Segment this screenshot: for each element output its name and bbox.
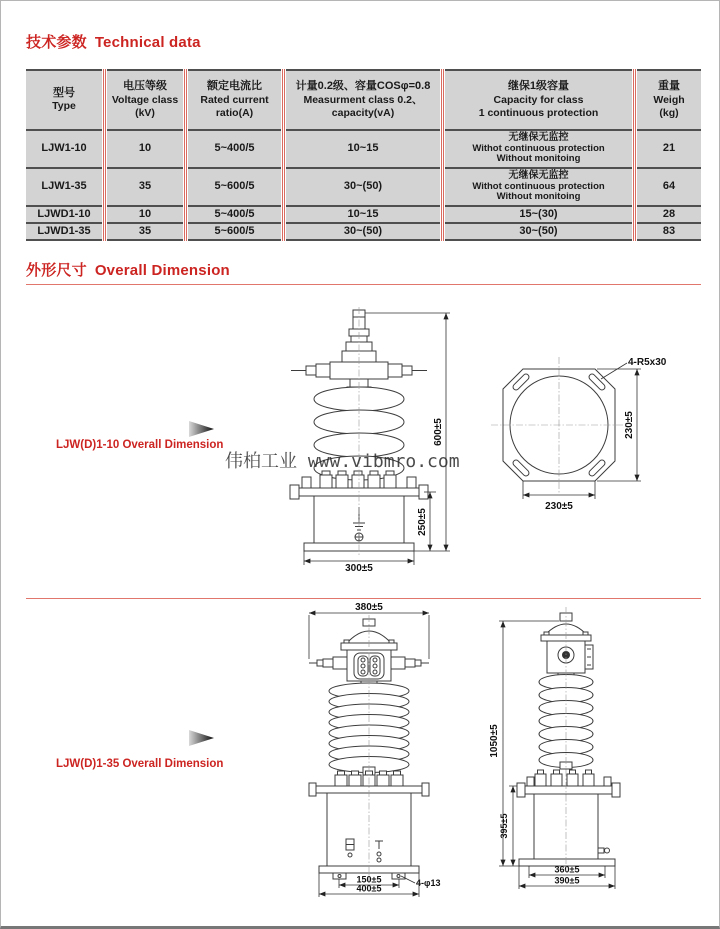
table-header-cell (445, 69, 632, 131)
table-header-cell (286, 69, 440, 131)
technical-data-title-zh: 技术参数 (26, 34, 87, 51)
header-zh: 计量0.2级、容量COSφ=0.8 (295, 80, 431, 92)
table-cell: 5~600/5 (188, 224, 281, 241)
header-zh: 电压等级 (123, 80, 167, 92)
technical-data-title (26, 31, 201, 52)
dim-label-slots: 4-R5x30 (628, 357, 667, 368)
header-unit: ratio(A) (215, 106, 254, 119)
table-cell: 28 (637, 207, 701, 224)
table-cell: 21 (637, 131, 701, 169)
technical-data-table (26, 69, 701, 241)
table-cell: LJW1-35 (26, 169, 102, 207)
dim-label-width-top: 380±5 (355, 602, 383, 613)
header-unit: capacity(vA) (331, 106, 395, 119)
table-cell: 83 (637, 224, 701, 241)
table-cell: 无继保无监控 Withot continuous protection Without monitoing (445, 131, 632, 169)
header-zh: 型号 (53, 86, 75, 99)
table-cell: 5~400/5 (188, 207, 281, 224)
dim-label-top-v: 230±5 (624, 411, 635, 439)
header-unit: 1 continuous protection (478, 106, 599, 119)
technical-data-title-en: Technical data (94, 34, 201, 51)
overall-dimension-title (26, 259, 230, 280)
header-unit: (kV) (135, 106, 155, 119)
pointer-arrow-icon (189, 730, 214, 746)
top-view-drawing-10 (489, 353, 694, 513)
drawing1-label: LJW(D)1-10 Overall Dimension (56, 439, 224, 451)
table-header-cell (188, 69, 281, 131)
section-divider (26, 598, 701, 599)
table-cell: 30~(50) (445, 224, 632, 241)
table-cell: 10 (107, 207, 183, 224)
dim-label-tank: 395±5 (499, 813, 509, 839)
front-view-drawing-10 (284, 307, 469, 574)
header-en: Voltage class (111, 93, 179, 106)
table-cell: 5~400/5 (188, 131, 281, 169)
dim-label-feet: 150±5 (356, 874, 382, 885)
side-view-drawing-35 (469, 601, 679, 901)
dim-label-holes: 4-φ13 (416, 878, 441, 888)
table-header-cell (637, 69, 701, 131)
table-cell: 5~600/5 (188, 169, 281, 207)
overall-dimension-title-zh: 外形尺寸 (26, 262, 87, 279)
table-cell: 10 (107, 131, 183, 169)
dim-label-top-h: 230±5 (545, 501, 573, 512)
header-en: Measurment class 0.2、 (303, 93, 423, 106)
header-en: Rated current (200, 93, 269, 106)
pointer-arrow-icon (189, 421, 214, 437)
table-cell: 15~(30) (445, 207, 632, 224)
table-cell: 无继保无监控 Withot continuous protection Without monitoing (445, 169, 632, 207)
terminal-blocks (527, 770, 611, 786)
table-cell: LJW1-10 (26, 131, 102, 169)
table-header-cell (107, 69, 183, 131)
header-unit: (kg) (659, 106, 679, 119)
table-cell: 10~15 (286, 207, 440, 224)
header-zh: 额定电流比 (207, 80, 262, 92)
drawing2-label: LJW(D)1-35 Overall Dimension (56, 758, 224, 770)
dim-label-base-inner: 360±5 (554, 864, 580, 875)
dim-label-base-front: 400±5 (356, 883, 382, 894)
dim-label-base-outer: 390±5 (554, 875, 580, 886)
watermark: 伟柏工业 www.vibmro.com (225, 451, 460, 472)
table-cell: LJWD1-10 (26, 207, 102, 224)
section-underline (26, 284, 701, 285)
header-en: Capacity for class (493, 93, 584, 106)
table-cell: 35 (107, 224, 183, 241)
header-en: Weigh (653, 93, 685, 106)
table-cell: 35 (107, 169, 183, 207)
dim-label-tank: 250±5 (417, 508, 428, 536)
dim-label-base: 300±5 (345, 563, 373, 574)
table-cell: 30~(50) (286, 169, 440, 207)
header-en: Type (52, 100, 76, 113)
header-zh: 重量 (658, 80, 680, 92)
table-cell: 64 (637, 169, 701, 207)
table-header-cell (26, 69, 102, 131)
dim-label-height: 1050±5 (489, 724, 500, 758)
table-cell: 10~15 (286, 131, 440, 169)
front-view-drawing-35 (289, 601, 484, 901)
table-cell: 30~(50) (286, 224, 440, 241)
dim-label-height: 600±5 (433, 418, 444, 446)
overall-dimension-title-en: Overall Dimension (94, 262, 230, 279)
table-cell: LJWD1-35 (26, 224, 102, 241)
header-zh: 继保1级容量 (507, 80, 570, 92)
